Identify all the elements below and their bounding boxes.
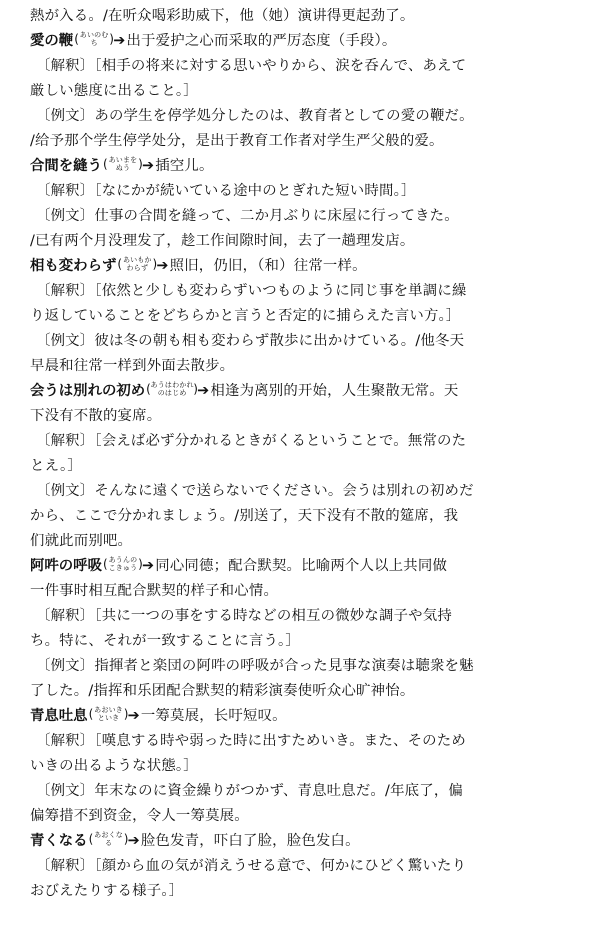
entry-meaning: 脸色发青，吓白了脸，脸色发白。	[140, 833, 360, 849]
arrow-icon: ➔	[156, 258, 169, 274]
kaishaku-line: 〔解釈〕［依然と少しも変わらずいつものように同じ事を単調に繰	[36, 283, 467, 299]
entry-head	[30, 29, 582, 54]
entry-term: 愛の鞭	[30, 33, 74, 49]
arrow-icon: ➔	[113, 33, 126, 49]
entry-head	[30, 254, 582, 279]
entry-meaning: 同心同德；配合默契。比喻两个人以上共同做	[155, 558, 448, 574]
reibun-line: 早晨和往常一样到外面去散步。	[30, 358, 235, 374]
kaishaku-line: おびえたりする様子。］	[30, 883, 184, 899]
entry-meaning: 相逢为离别的开始，人生聚散无常。天	[210, 383, 459, 399]
entry-head	[30, 829, 582, 854]
entry-reading: ( あいのむち )	[77, 31, 111, 47]
reibun-line: 们就此而别吧。	[30, 533, 133, 549]
entry-meaning: 插空儿。	[155, 158, 214, 174]
entry-term: 青息吐息	[30, 708, 88, 724]
reibun-line: 〔例文〕そんなに遠くで送らないでください。会うは別れの初めだ	[36, 483, 474, 499]
entry-term: 合間を縫う	[30, 158, 102, 174]
entry-head	[30, 554, 582, 579]
reibun-line: から、ここで分かれましょう。/别送了，天下没有不散的筵席，我	[30, 508, 459, 524]
entry-reading: ( あうはわかれのはじめ )	[149, 381, 195, 397]
kaishaku-line: 〔解釈〕［顔から血の気が消えうせる意で、何かにひどく驚いたり	[36, 858, 467, 874]
reibun-line: /给予那个学生停学处分，是出于教育工作者对学生严父般的爱。	[30, 133, 444, 149]
entry-reading: ( あいもかわらず )	[120, 256, 154, 272]
entry-term: 相も変わらず	[30, 258, 117, 274]
arrow-icon: ➔	[127, 708, 140, 724]
entry-head	[30, 154, 582, 179]
entry-reading: ( あおいきといき )	[92, 706, 126, 722]
kaishaku-line: 〔解釈〕［共に一つの事をする時などの相互の微妙な調子や気持	[36, 608, 452, 624]
entry-meaning: 一筹莫展，长吁短叹。	[140, 708, 287, 724]
entry-term: 会うは別れの初め	[30, 383, 146, 399]
reibun-line: 了した。/指挥和乐团配合默契的精彩演奏使听众心旷神怡。	[30, 683, 415, 699]
entry-meaning-cont: 一件事时相互配合默契的样子和心情。	[30, 583, 279, 599]
entry-meaning-cont: 下没有不散的宴席。	[30, 408, 162, 424]
entry-head	[30, 379, 582, 404]
kaishaku-line: 厳しい態度に出ること。］	[30, 83, 198, 99]
entry-reading: ( あうんのこきゅう )	[106, 556, 140, 572]
entry-reading: ( あおくなる )	[92, 831, 126, 847]
reibun-line: 〔例文〕年末なのに資金繰りがつかず、青息吐息だ。/年底了，偏	[36, 783, 464, 799]
arrow-icon: ➔	[141, 158, 155, 174]
continuation-line: 熱が入る。/在听众喝彩助威下，他（她）演讲得更起劲了。	[30, 8, 415, 24]
kaishaku-line: 〔解釈〕［会えば必ず分かれるときがくるということで。無常のた	[36, 433, 467, 449]
entry-reading: ( あいまをぬう )	[106, 156, 140, 172]
kaishaku-line: 〔解釈〕［なにかが続いている途中のとぎれた短い時間。］	[36, 183, 416, 199]
kaishaku-line: とえ。］	[30, 458, 83, 474]
arrow-icon: ➔	[197, 383, 210, 399]
reibun-line: 〔例文〕彼は冬の朝も相も変わらず散歩に出かけている。/他冬天	[36, 333, 465, 349]
kaishaku-line: 〔解釈〕［相手の将来に対する思いやりから、涙を呑んで、あえて	[36, 58, 467, 74]
dictionary-page	[0, 4, 600, 944]
entry-meaning: 照旧，仍旧，（和）往常一样。	[169, 258, 367, 274]
reibun-line: 〔例文〕あの学生を停学処分したのは、教育者としての愛の鞭だ。	[36, 108, 474, 124]
reibun-line: /已有两个月没理发了，趁工作间隙时间，去了一趟理发店。	[30, 233, 415, 249]
reibun-line: 〔例文〕仕事の合間を縫って、二か月ぶりに床屋に行ってきた。	[36, 208, 459, 224]
arrow-icon: ➔	[141, 558, 155, 574]
entry-head	[30, 704, 582, 729]
reibun-line: 偏筹措不到资金，令人一筹莫展。	[30, 808, 249, 824]
entry-meaning: 出于爱护之心而采取的严厉态度（手段）。	[126, 33, 397, 49]
kaishaku-line: ち。特に、それが一致することに言う。］	[30, 633, 301, 649]
arrow-icon: ➔	[127, 833, 140, 849]
kaishaku-line: いきの出るような状態。］	[30, 758, 198, 774]
reibun-line: 〔例文〕指揮者と楽団の阿吽の呼吸が合った見事な演奏は聴衆を魅	[36, 658, 474, 674]
kaishaku-line: り返していることをどちらかと言うと否定的に捕らえた言い方。］	[30, 308, 461, 324]
kaishaku-line: 〔解釈〕［嘆息する時や弱った時に出すためいき。また、そのため	[36, 733, 466, 749]
entry-term: 青くなる	[30, 833, 88, 849]
entry-term: 阿吽の呼吸	[30, 558, 102, 574]
